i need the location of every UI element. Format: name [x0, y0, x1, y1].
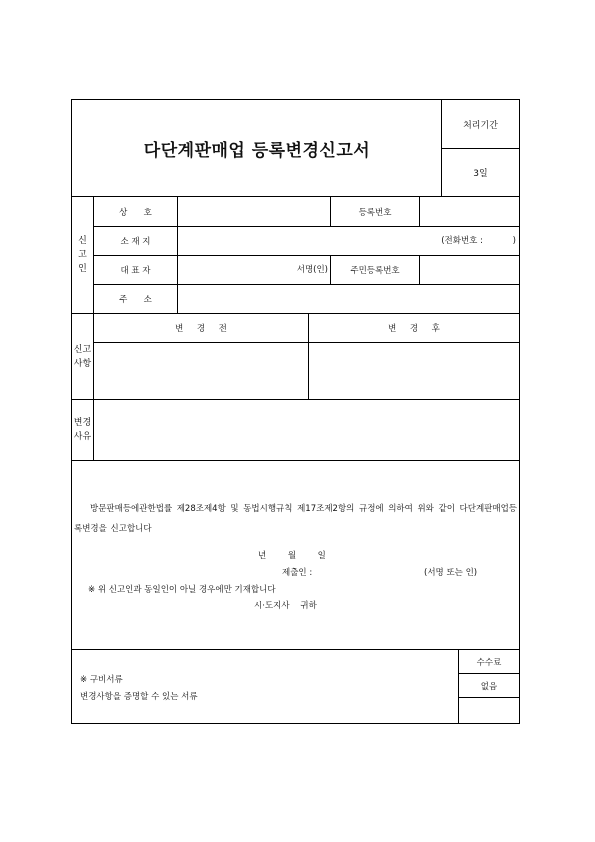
reason-field[interactable] — [94, 400, 519, 460]
declaration-bottom-line — [72, 649, 519, 650]
processing-period-label: 처리기간 — [463, 120, 498, 131]
before-change-label: 변 경 전 — [175, 324, 227, 334]
required-docs-title: ※ 구비서류 — [80, 675, 123, 685]
same-person-note: ※ 위 신고인과 동일인이 아닐 경우에만 기재합니다 — [88, 585, 276, 595]
phone-label: (전화번호 : ) — [441, 236, 516, 246]
fee-box-lower — [459, 697, 519, 698]
date-label: 년 월 일 — [258, 551, 326, 561]
registration-number-label: 등록번호 — [358, 207, 392, 218]
required-docs-item: 변경사항을 증명할 수 있는 서류 — [80, 692, 198, 702]
changes-section-label: 신고 사항 — [73, 345, 92, 369]
fee-value: 없음 — [480, 681, 498, 692]
seal-label: 서명(인) — [296, 265, 328, 275]
before-change-field[interactable] — [94, 343, 308, 399]
registration-number-field[interactable] — [420, 197, 519, 226]
submitter-label: 제출인 : — [282, 568, 313, 578]
after-change-label: 변 경 후 — [388, 324, 440, 334]
after-change-field[interactable] — [309, 343, 519, 399]
processing-period-value: 3일 — [473, 169, 488, 179]
reason-section-label: 변경 사유 — [73, 418, 92, 442]
resident-number-field[interactable] — [420, 256, 519, 284]
form-title: 다단계판매업 등록변경신고서 — [143, 140, 371, 161]
reporter-section-label: 신 고 인 — [78, 236, 87, 274]
declaration-body: 방문판매등에관한법률 제28조제4항 및 동법시행규칙 제17조제2항의 규정에 의하여 위와 같이 다단계판매업등록변경을 신고합니다 — [74, 504, 517, 534]
signature-label: (서명 또는 인) — [424, 568, 478, 578]
trade-name-label: 상 호 — [119, 207, 152, 218]
address-label: 주 소 — [119, 295, 152, 305]
addressee-label: 시·도지사 귀하 — [254, 601, 317, 611]
reason-bottom-line — [72, 460, 519, 461]
address-field[interactable] — [178, 285, 519, 313]
trade-name-field[interactable] — [178, 197, 330, 226]
submitter-field[interactable] — [322, 563, 422, 579]
location-label: 소 재 지 — [120, 237, 151, 247]
fee-label: 수수료 — [476, 657, 502, 668]
representative-label: 대 표 자 — [120, 266, 151, 276]
resident-number-label: 주민등록번호 — [350, 266, 400, 276]
